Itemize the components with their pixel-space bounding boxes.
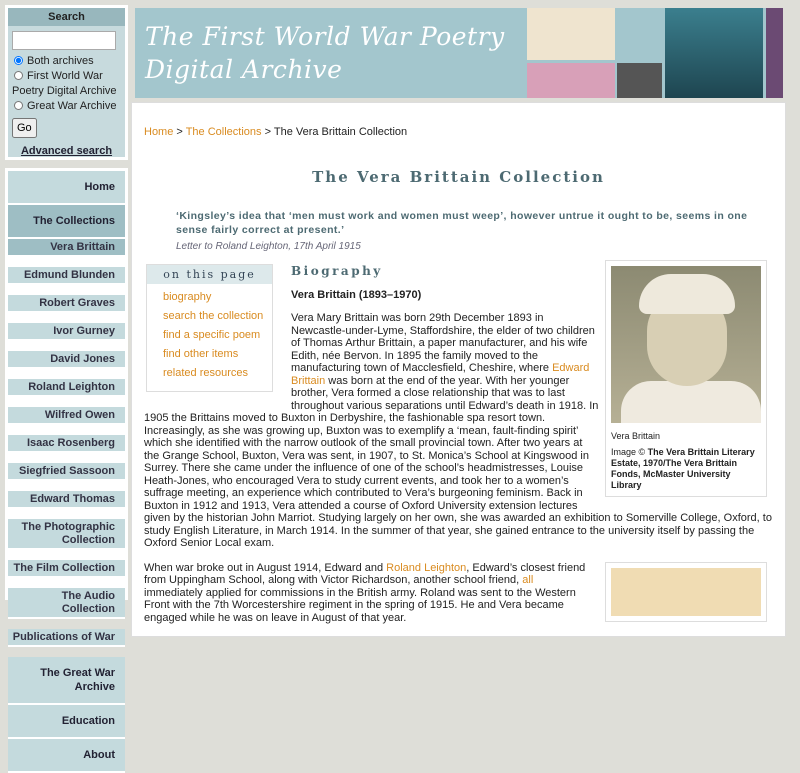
- nav-item-wilfred-owen[interactable]: Wilfred Owen: [8, 407, 125, 425]
- banner-pink-image: [527, 63, 615, 98]
- nav-item-the-film-collection[interactable]: The Film Collection: [8, 560, 125, 578]
- breadcrumb-collections[interactable]: The Collections: [185, 126, 262, 138]
- manuscript-thumbnail[interactable]: [605, 562, 767, 622]
- radio-label: Both archives: [27, 55, 94, 67]
- radio-label: First World War Poetry Digital Archive: [12, 70, 117, 97]
- link-find-items[interactable]: find other items: [163, 348, 239, 360]
- search-input[interactable]: [12, 31, 116, 50]
- on-this-page-box: [146, 264, 273, 392]
- banner-photo-image: [617, 63, 662, 98]
- go-button[interactable]: Go: [12, 118, 37, 138]
- nav-item-siegfried-sassoon[interactable]: Siegfried Sassoon: [8, 463, 125, 481]
- nav-item-home[interactable]: Home: [8, 171, 125, 205]
- on-this-page-title: on this page: [147, 265, 272, 284]
- breadcrumb-home[interactable]: Home: [144, 126, 174, 138]
- edward-brittain-link[interactable]: Edward Brittain: [291, 362, 590, 387]
- nav-item-robert-graves[interactable]: Robert Graves: [8, 295, 125, 313]
- site-banner[interactable]: [135, 8, 783, 98]
- quote-source: Letter to Roland Leighton, 17th April 1915: [176, 241, 361, 252]
- nav-item-the-audio-collection[interactable]: The Audio Collection: [8, 588, 125, 619]
- nav-item-ivor-gurney[interactable]: Ivor Gurney: [8, 323, 125, 341]
- nav-item-edmund-blunden[interactable]: Edmund Blunden: [8, 267, 125, 285]
- all-link[interactable]: all: [522, 574, 534, 586]
- link-biography[interactable]: biography: [163, 291, 212, 303]
- breadcrumb: Home > The Collections > The Vera Brittain Collection: [144, 126, 408, 138]
- biography-paragraph: Vera Mary Brittain was born 29th December 1893 in Newcastle-under-Lyme, Staffordshire, the elder of two children of Thomas Arthur Brittain, a paper manufacturer, and his wife Edith, née Bervon. In 1895 the family moved to the manufacturing town of Macclesfield, Cheshire, where Edward Brittain was born at the end of the year. With her younger brother, Vera formed a close relationship that was to last throughout various separations until Edward’s death in 1918. In 1905 the Brittains moved to Buxton in Derbyshire, the fashionable spa resort town. Increasingly, as she was growing up, Buxton was to exemplify a ‘mean, fault-finding spirit’ which she identified with the narrow outlook of the small provincial town. After two years at the Grange School, Buxton, Vera was sent, in 1907, to St. Monica’s School at Kingswood in Surrey. There she came under the influence of one of the school’s headmistresses, Louise Heath-Jones, who encouraged Vera to study current events, and took her to a women’s suffrage meeting, an experience which contributed to Vera’s burgeoning feminism. Back in Buxton in 1912 and 1913, Vera attended a course of Oxford University extension lectures given by the historian John Marriot. Studying largely on her own, she was awarded an exhibition to Somerville College, Oxford, to study English Literature, in March 1914. In the summer of that year, she gained entrance to the university itself by passing the Oxford Senior Local exam.: [144, 312, 772, 549]
- vera-brittain-portrait[interactable]: [611, 266, 761, 423]
- biography-subheading: Vera Brittain (1893–1970): [291, 289, 422, 301]
- page-title: The Vera Brittain Collection: [312, 168, 605, 186]
- banner-soldier-image: [665, 8, 763, 98]
- nav-item-roland-leighton[interactable]: Roland Leighton: [8, 379, 125, 397]
- banner-manuscript-image: [527, 8, 615, 60]
- nav-item-edward-thomas[interactable]: Edward Thomas: [8, 491, 125, 509]
- image-caption: Vera Brittain: [611, 431, 661, 441]
- nav-item-vera-brittain[interactable]: Vera Brittain: [8, 239, 125, 257]
- link-related-resources[interactable]: related resources: [163, 367, 248, 379]
- nav-item-the-collections[interactable]: The Collections: [8, 205, 125, 239]
- search-panel: [5, 5, 128, 160]
- nav-item-publications-of-war[interactable]: Publications of War: [8, 629, 125, 647]
- main-content: [131, 102, 786, 637]
- nav-item-david-jones[interactable]: David Jones: [8, 351, 125, 369]
- nav-item-about[interactable]: About: [8, 739, 125, 773]
- breadcrumb-current: The Vera Brittain Collection: [273, 126, 408, 138]
- nav-item-the-photographic-collection[interactable]: The Photographic Collection: [8, 519, 125, 550]
- advanced-search-link[interactable]: Advanced search: [20, 145, 113, 157]
- nav-item-the-great-war-archive[interactable]: The Great War Archive: [8, 657, 125, 705]
- sidebar-nav: [5, 168, 128, 761]
- link-search-collection[interactable]: search the collection: [163, 310, 264, 322]
- nav-item-isaac-rosenberg[interactable]: Isaac Rosenberg: [8, 435, 125, 453]
- radio-fwwpda[interactable]: [8, 69, 125, 99]
- biography-heading: Biography: [291, 264, 383, 278]
- radio-both-archives[interactable]: [8, 54, 125, 69]
- image-credit: Image © The Vera Brittain Literary Estate, 1970/The Vera Brittain Fonds, McMaster University Library: [611, 447, 755, 490]
- radio-great-war-archive[interactable]: [8, 99, 125, 114]
- site-title: The First World War Poetry Digital Archive: [145, 22, 505, 84]
- radio-label: Great War Archive: [27, 100, 117, 112]
- link-find-poem[interactable]: find a specific poem: [163, 329, 261, 341]
- roland-leighton-link[interactable]: Roland Leighton: [386, 561, 467, 574]
- quote: ‘Kingsley’s idea that ‘men must work and women must weep’, however untrue it ought to be, seems in one sense fairly correct at present.’: [176, 210, 748, 236]
- search-title: Search: [8, 8, 125, 26]
- biography-paragraph: When war broke out in August 1914, Edward and Roland Leighton, Edward’s closest friend from Uppingham School, along with Victor Richardson, another school friend, all immediately applied for commissions in the British army. Roland was sent to the Western Front with the 7th Worcestershire regiment in the spring of 1915. He and Vera became engaged while he was on leave in August of that year.: [144, 561, 586, 624]
- portrait-figure: [605, 260, 767, 497]
- banner-strip-image: [766, 8, 783, 98]
- nav-item-education[interactable]: Education: [8, 705, 125, 739]
